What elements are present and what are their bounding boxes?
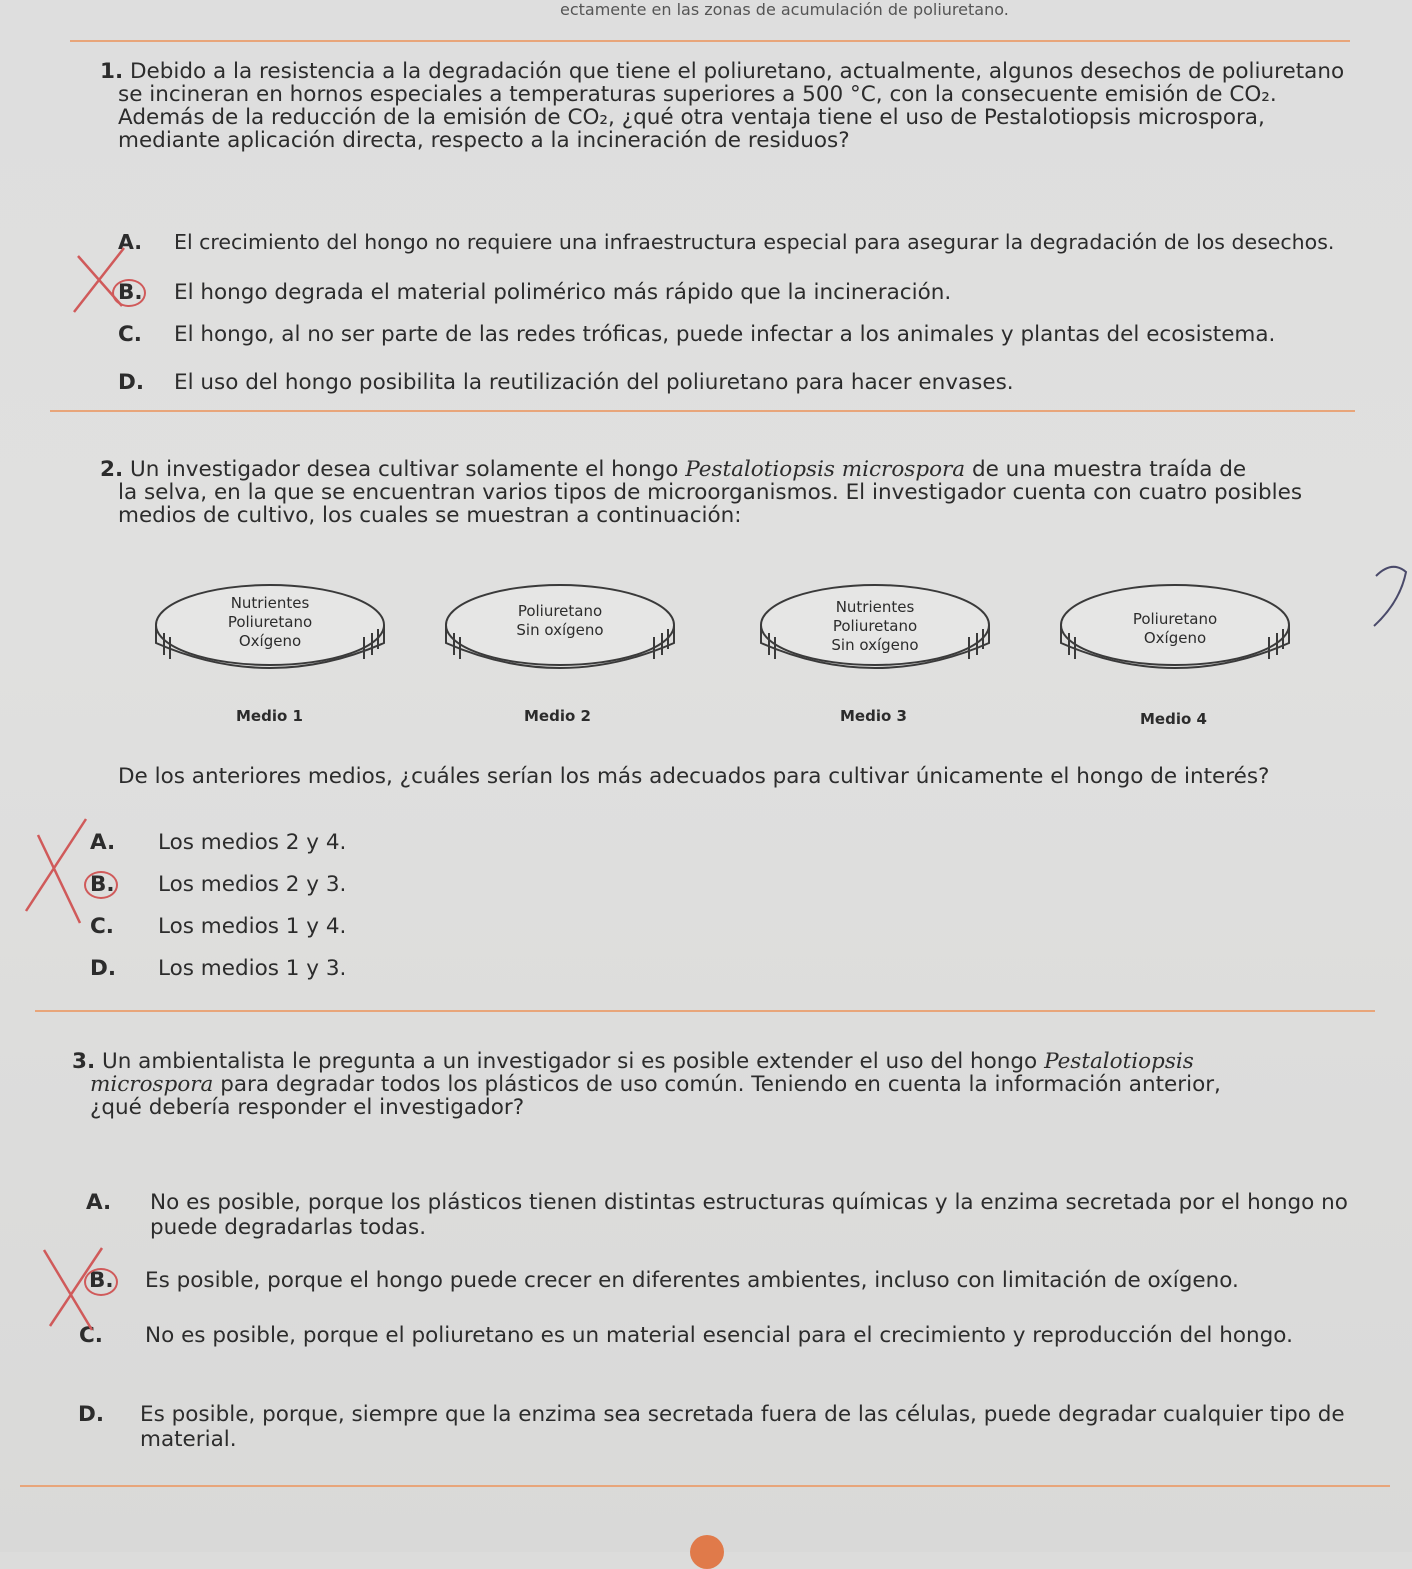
question-3: 3. Un ambientalista le pregunta a un investigador si es posible extender el uso del hongo Pestalotiopsis microspora para degradar todos los plásticos de uso común. Teniendo en cuenta la información anterior, ¿qué debería responder el investigador?: [72, 1050, 1372, 1119]
question-text: Debido a la resistencia a la degradación que tiene el poliuretano, actualmente, algunos desechos de poliuretano: [129, 59, 1345, 84]
species-name: Pestalotiopsis microspora: [685, 457, 966, 482]
q2-option-c[interactable]: C. Los medios 1 y 4.: [90, 914, 347, 939]
divider: [70, 40, 1350, 42]
question-text: se incineran en hornos especiales a temperaturas superiores a 500 °C, con la consecuente emisión de CO₂.: [118, 82, 1277, 107]
q3-option-a[interactable]: A. No es posible, porque los plásticos tienen distintas estructuras químicas y la enzima secretada por el hongo no puede degradarlas todas.: [86, 1190, 1348, 1240]
page-number-badge: [690, 1535, 724, 1569]
question-number: 3.: [72, 1049, 96, 1074]
divider: [50, 410, 1355, 412]
q1-option-a[interactable]: A. El crecimiento del hongo no requiere una infraestructura especial para asegurar la degradación de los desechos.: [118, 230, 1335, 254]
q3-option-d[interactable]: D. Es posible, porque, siempre que la enzima sea secretada fuera de las células, puede degradar cualquier tipo de material.: [78, 1402, 1345, 1452]
medium-contents: Nutrientes Poliuretano Sin oxígeno: [831, 598, 919, 654]
cross-mark-icon: [20, 815, 110, 925]
medium-contents: Nutrientes Poliuretano Oxígeno: [227, 594, 313, 650]
species-name: Pestalotiopsis: [1044, 1049, 1194, 1074]
header-fragment: ectamente en las zonas de acumulación de poliuretano.: [560, 0, 1009, 19]
medium-contents: Poliuretano Sin oxígeno: [516, 602, 604, 639]
medium-label: Medio 1: [236, 707, 303, 725]
divider: [35, 1010, 1375, 1012]
question-number: 1.: [100, 59, 124, 84]
q1-option-d[interactable]: D. El uso del hongo posibilita la reutilización del poliuretano para hacer envases.: [118, 370, 1014, 395]
handwritten-mark-icon: [1370, 562, 1410, 632]
question-text: medios de cultivo, los cuales se muestran a continuación:: [118, 503, 742, 528]
question-text: Además de la reducción de la emisión de CO₂, ¿qué otra ventaja tiene el uso de Pestalotiopsis microspora,: [118, 105, 1265, 130]
cross-mark-icon: [60, 240, 140, 320]
q3-option-c[interactable]: C. No es posible, porque el poliuretano es un material esencial para el crecimiento y reproducción del hongo.: [79, 1323, 1293, 1348]
question-2-prompt: De los anteriores medios, ¿cuáles serían los más adecuados para cultivar únicamente el hongo de interés?: [118, 764, 1270, 789]
q2-option-a[interactable]: A. Los medios 2 y 4.: [90, 830, 347, 855]
species-name: microspora: [90, 1072, 214, 1097]
medium-contents: Poliuretano Oxígeno: [1132, 610, 1218, 647]
question-text: mediante aplicación directa, respecto a la incineración de residuos?: [118, 128, 850, 153]
q1-option-b[interactable]: B. El hongo degrada el material polimérico más rápido que la incineración.: [118, 280, 952, 305]
question-2: 2. Un investigador desea cultivar solamente el hongo Pestalotiopsis microspora de una muestra traída de la selva, en la que se encuentran varios tipos de microorganismos. El investigador cuenta con cuatro posibles medios de cultivo, los cuales se muestran a continuación:: [100, 458, 1360, 527]
medium-label: Medio 3: [840, 707, 907, 725]
medium-label: Medio 2: [524, 707, 591, 725]
q2-option-d[interactable]: D. Los medios 1 y 3.: [90, 956, 347, 981]
divider: [20, 1485, 1390, 1487]
cross-mark-icon: [30, 1240, 120, 1340]
q2-option-b[interactable]: B. Los medios 2 y 3.: [90, 872, 347, 897]
q3-option-b[interactable]: B. Es posible, porque el hongo puede crecer en diferentes ambientes, incluso con limitación de oxígeno.: [89, 1268, 1239, 1293]
question-number: 2.: [100, 457, 124, 482]
question-text: la selva, en la que se encuentran varios tipos de microorganismos. El investigador cuenta con cuatro posibles: [118, 480, 1303, 505]
medium-label: Medio 4: [1140, 710, 1207, 728]
question-1: [100, 60, 1360, 152]
question-text: ¿qué debería responder el investigador?: [90, 1095, 525, 1120]
q1-option-c[interactable]: C. El hongo, al no ser parte de las redes tróficas, puede infectar a los animales y plantas del ecosistema.: [118, 322, 1276, 347]
